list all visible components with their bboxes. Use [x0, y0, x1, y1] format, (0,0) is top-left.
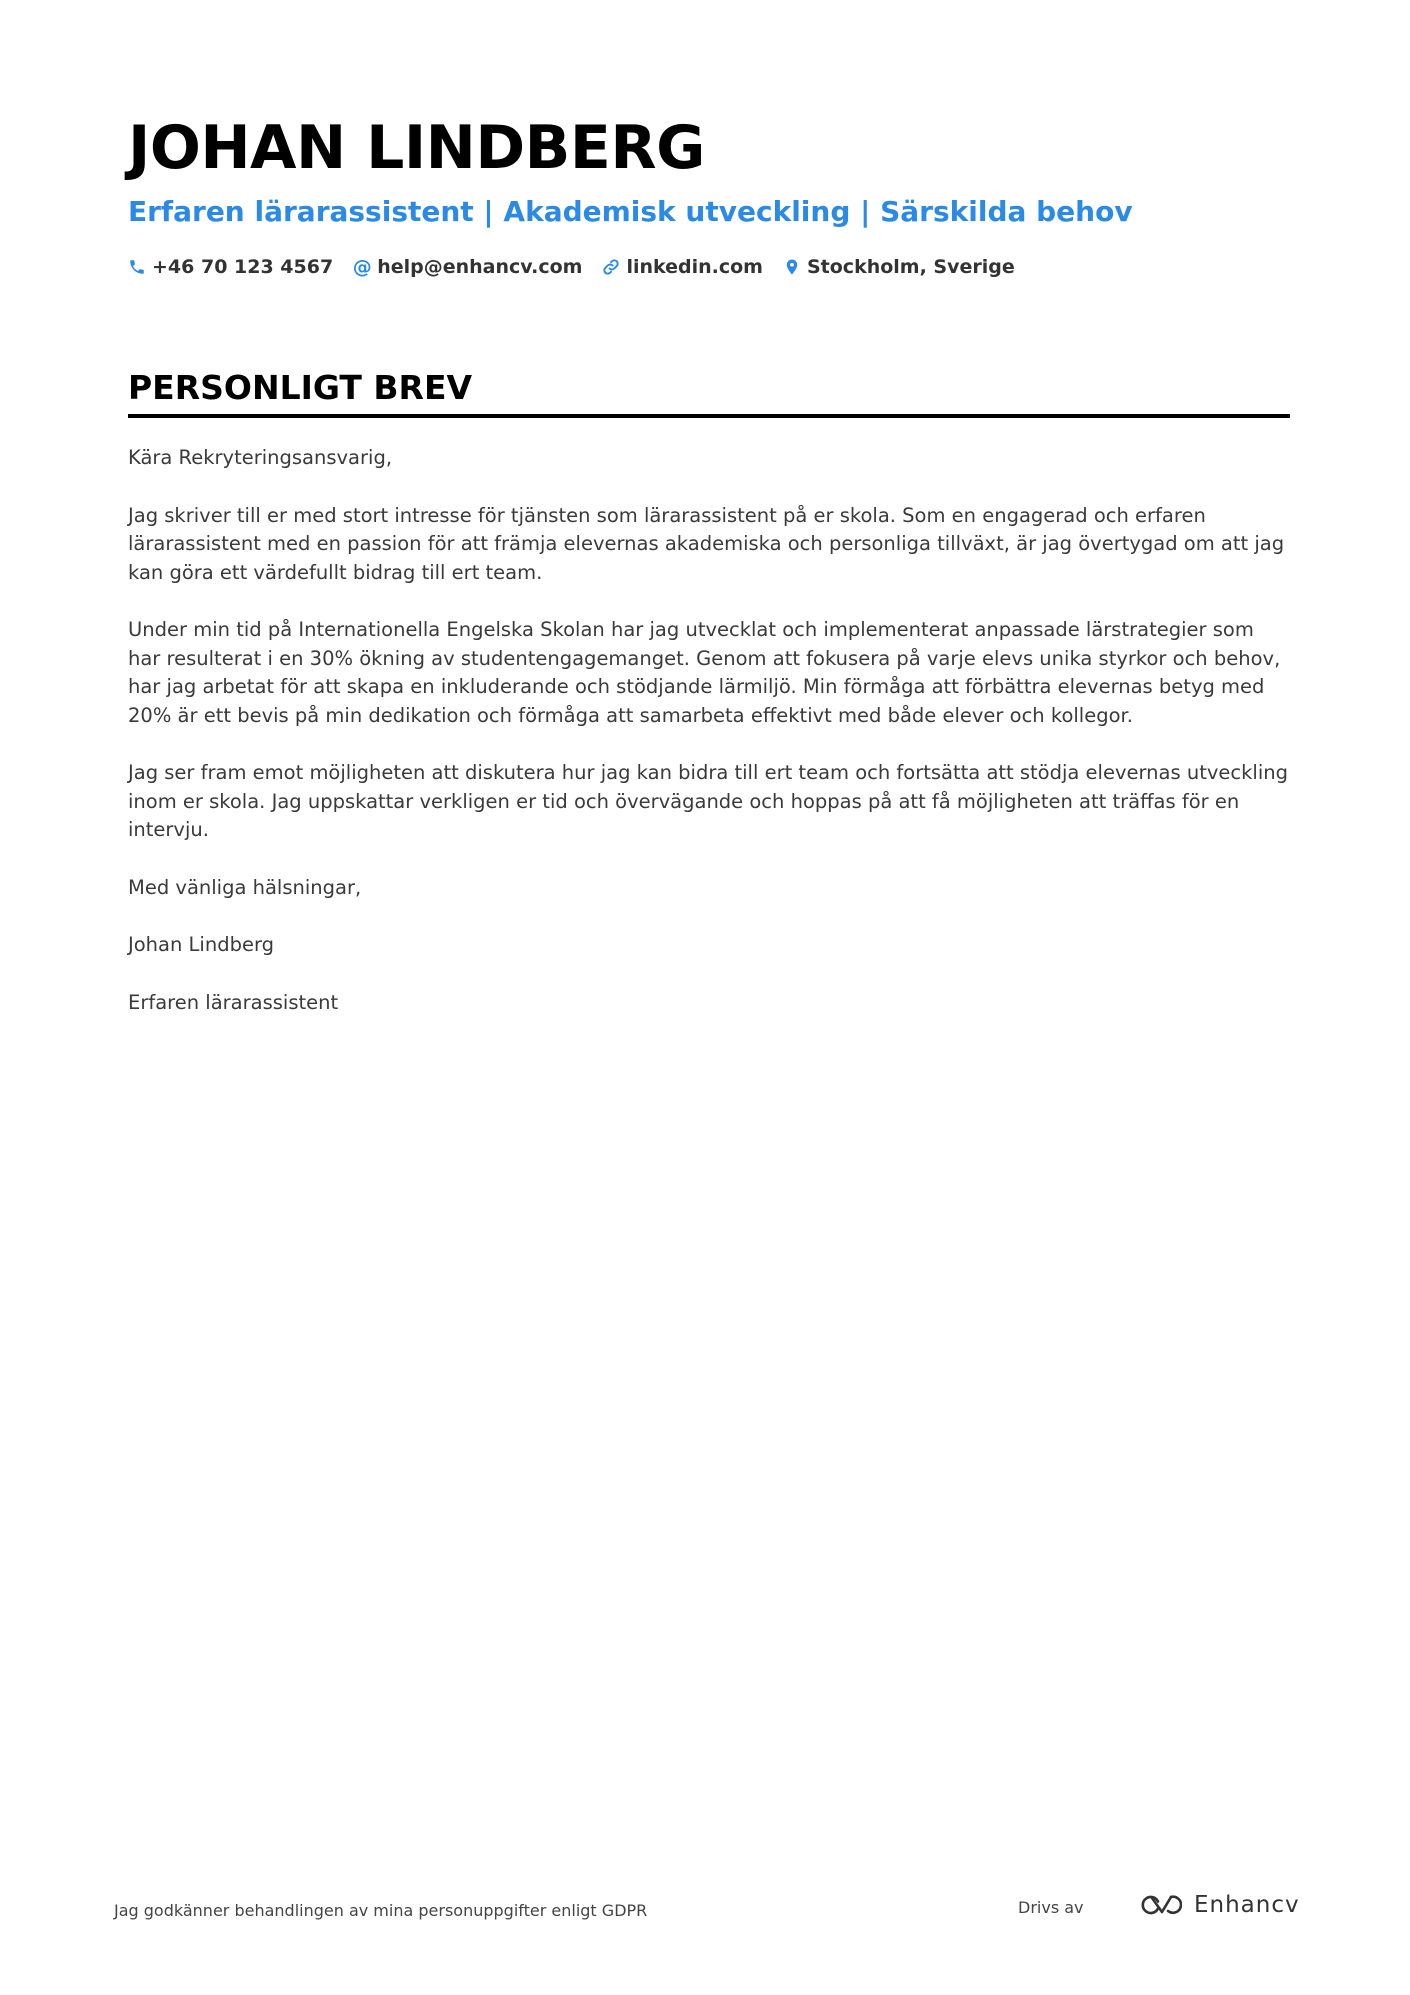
at-icon: @ — [352, 256, 372, 278]
contact-phone — [128, 254, 333, 280]
letter-body — [128, 444, 1290, 1017]
linkedin-link[interactable]: linkedin.com — [626, 256, 763, 278]
enhancv-logo-icon — [1138, 1891, 1182, 1919]
contact-linkedin — [602, 254, 763, 280]
header — [128, 108, 1290, 280]
brand-name: Enhancv — [1194, 1892, 1300, 1918]
signature-name: Johan Lindberg — [128, 933, 274, 956]
candidate-name: JOHAN LINDBERG — [128, 113, 705, 183]
letter-paragraph-3: Jag ser fram emot möjligheten att diskutera hur jag kan bidra till ert team och fortsätta att stödja elevernas utveckling inom er skola. Jag uppskattar verkligen er tid och övervägande och hoppas på att få möjligheten att träffas för en intervju. — [128, 761, 1288, 841]
letter-paragraph-1: Jag skriver till er med stort intresse för tjänsten som lärarassistent på er skola. Som en engagerad och erfaren lärarassistent med en passion för att främja elevernas akademiska och personliga tillväxt, är jag övertygad om att jag kan göra ett värdefullt bidrag till ert team. — [128, 503, 1285, 584]
letter-closing: Med vänliga hälsningar, — [128, 875, 362, 899]
phone-icon — [128, 258, 146, 276]
email-address[interactable]: help@enhancv.com — [377, 256, 583, 278]
footer — [114, 1888, 1300, 1928]
letter-salutation: Kära Rekryteringsansvarig, — [128, 446, 393, 469]
gdpr-consent-text: Jag godkänner behandlingen av mina personuppgifter enligt GDPR — [114, 1901, 648, 1920]
phone-number: +46 70 123 4567 — [152, 256, 334, 278]
contact-bar — [128, 254, 1290, 280]
contact-location — [783, 254, 1015, 280]
letter-paragraph-2: Under min tid på Internationella Engelska Skolan har jag utvecklat och implementerat anpassade lärstrategier som har resulterat i en 30% ökning av studentengagemanget. Genom att fokusera på varje elevs unika styrkor och behov, har jag arbetat för att skapa en inkluderande och stödjande lärmiljö. Min förmåga att förbättra elevernas betyg med 20% är ett bevis på min dedikation och förmåga att samarbeta effektivt med både elever och kollegor. — [128, 618, 1281, 727]
link-icon — [602, 258, 620, 276]
powered-by-label: Drivs av — [1018, 1898, 1084, 1917]
cover-letter-section — [128, 366, 1290, 1046]
headline: Erfaren lärarassistent | Akademisk utveckling | Särskilda behov — [128, 195, 1133, 228]
signature-title: Erfaren lärarassistent — [128, 990, 339, 1014]
section-title: PERSONLIGT BREV — [128, 366, 1290, 418]
location-text: Stockholm, Sverige — [806, 256, 1015, 278]
contact-email — [353, 254, 582, 280]
location-pin-icon — [783, 258, 801, 276]
enhancv-brand-link[interactable] — [1138, 1890, 1300, 1920]
